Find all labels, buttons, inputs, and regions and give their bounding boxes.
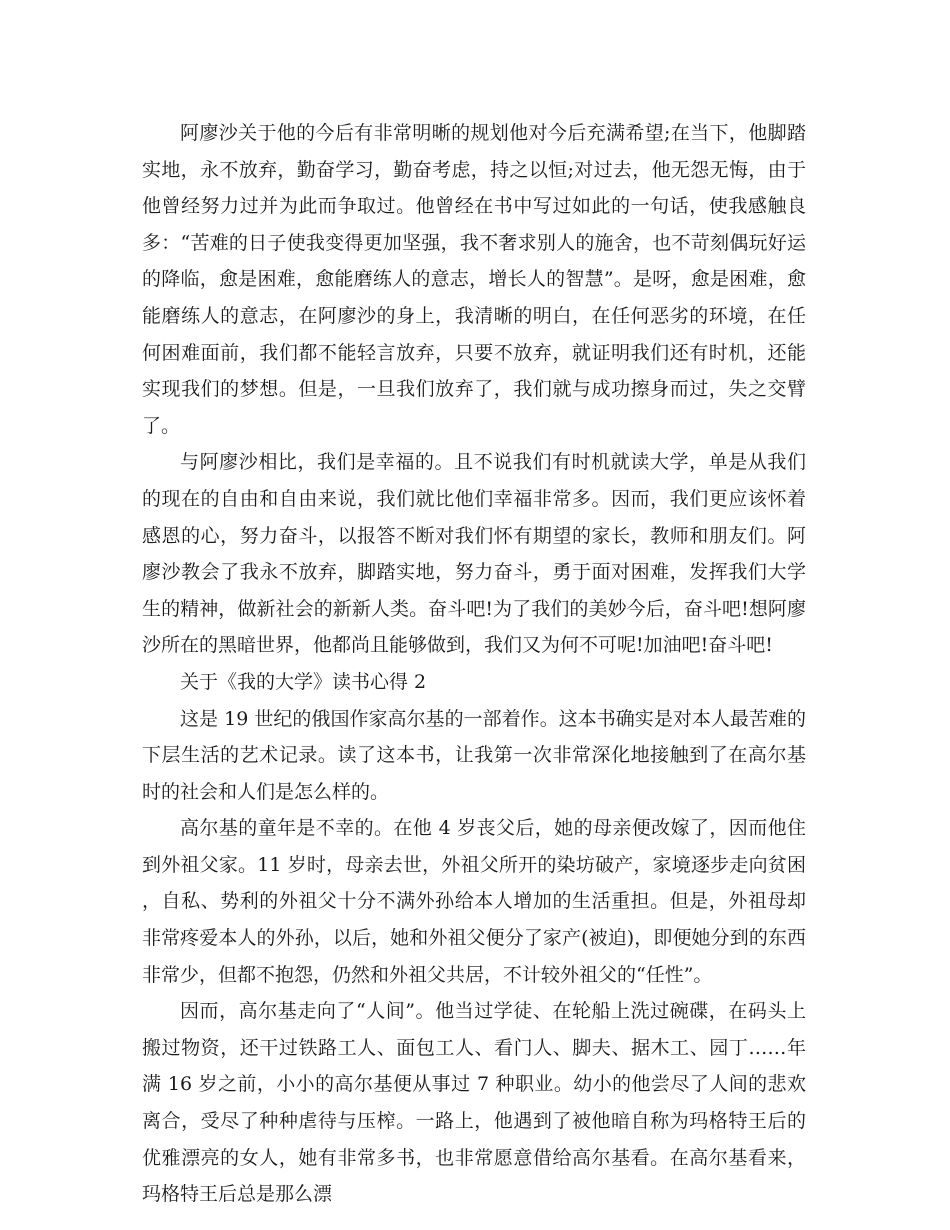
- paragraph-1: 阿廖沙关于他的今后有非常明晰的规划他对今后充满希望;在当下，他脚踏实地，永不放弃，勤奋学习，勤奋考虑，持之以恒;对过去，他无怨无悔，由于他曾经努力过并为此而争取过。他曾经在书中写过如此的一句话，使我感触良多：“苦难的日子使我变得更加坚强，我不奢求别人的施舍，也不苛刻偶玩好运的降临，愈是困难，愈能磨练人的意志，增长人的智慧”。是呀，愈是困难，愈能磨练人的意志，在阿廖沙的身上，我清晰的明白，在任何恶劣的环境，在任何困难面前，我们都不能轻言放弃，只要不放弃，就证明我们还有时机，还能实现我们的梦想。但是，一旦我们放弃了，我们就与成功擦身而过，失之交臂了。: [142, 122, 806, 437]
- paragraph-4: 高尔基的童年是不幸的。在他 4 岁丧父后，她的母亲便改嫁了，因而他住到外祖父家。11 岁时，母亲去世，外祖父所开的染坊破产，家境逐步走向贫困，自私、势利的外祖父十分不满外孙给本人增加的生活重担。但是，外祖母却非常疼爱本人的外孙，以后，她和外祖父便分了家产(被迫)，即便她分到的东西非常少，但都不抱怨，仍然和外祖父共居，不计较外祖父的“任性”。: [142, 817, 806, 986]
- section-heading: 关于《我的大学》读书心得 2: [180, 670, 427, 693]
- paragraph-3: 这是 19 世纪的俄国作家高尔基的一部着作。这本书确实是对本人最苦难的下层生活的艺术记录。读了这本书，让我第一次非常深化地接触到了在高尔基时的社会和人们是怎么样的。: [142, 707, 806, 803]
- paragraph-2: 与阿廖沙相比，我们是幸福的。且不说我们有时机就读大学，单是从我们的现在的自由和自由来说，我们就比他们幸福非常多。因而，我们更应该怀着感恩的心，努力奋斗，以报答不断对我们怀有期望的家长，教师和朋友们。阿廖沙教会了我永不放弃，脚踏实地，努力奋斗，勇于面对困难，发挥我们大学生的精神，做新社会的新新人类。奋斗吧!为了我们的美妙今后，奋斗吧!想阿廖沙所在的黑暗世界，他都尚且能够做到，我们又为何不可呢!加油吧!奋斗吧!: [142, 451, 806, 657]
- document-body: [142, 115, 806, 1213]
- paragraph-5: 因而，高尔基走向了“人间”。他当过学徒、在轮船上洗过碗碟，在码头上搬过物资，还干过铁路工人、面包工人、看门人、脚夫、据木工、园丁……年满 16 岁之前，小小的高尔基便从事过 7 种职业。幼小的他尝尽了人间的悲欢离合，受尽了种种虐待与压榨。一路上，他遇到了被他暗自称为玛格特王后的优雅漂亮的女人，她有非常多书，也非常愿意借给高尔基看。在高尔基看来，玛格特王后总是那么漂: [142, 1000, 806, 1206]
